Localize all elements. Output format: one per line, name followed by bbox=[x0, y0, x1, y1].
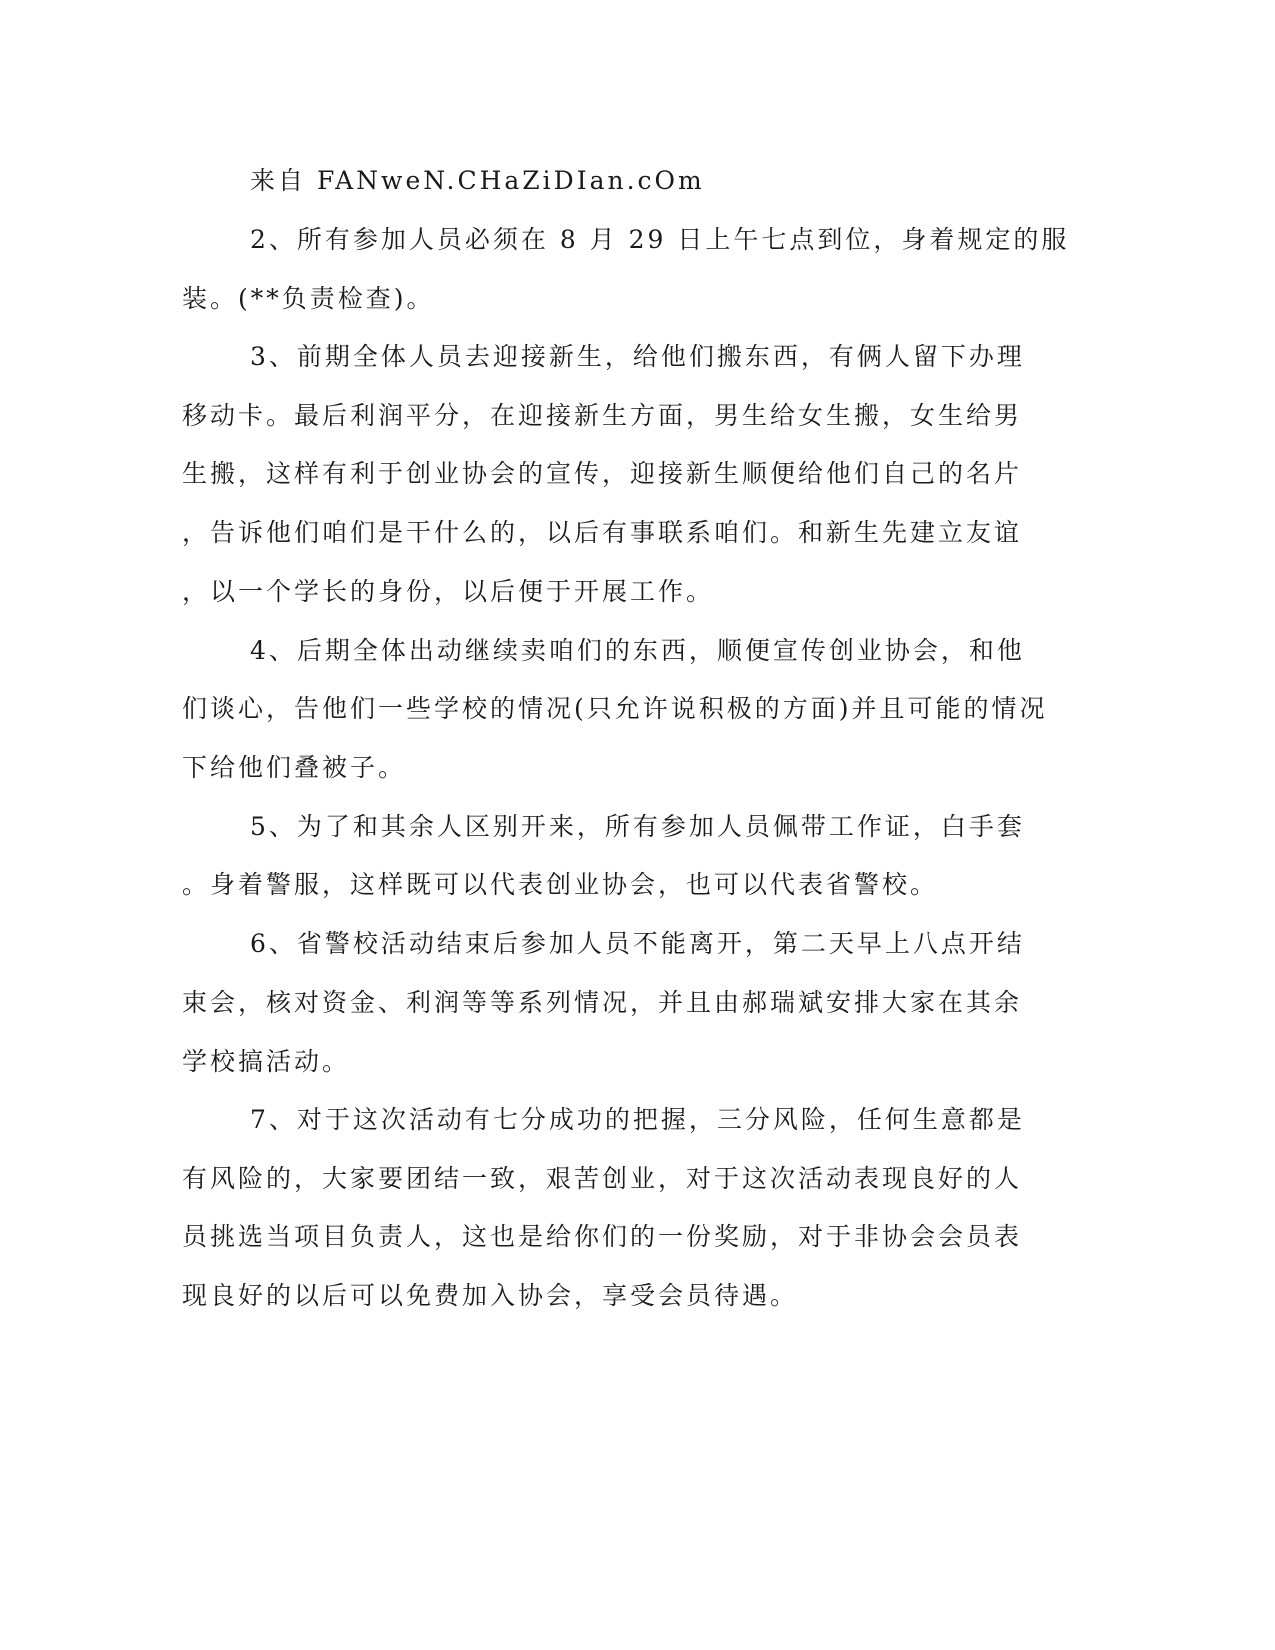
paragraph-5-line: 5、为了和其余人区别开来，所有参加人员佩带工作证，白手套 bbox=[250, 812, 1025, 841]
paragraph-7-line: 员挑选当项目负责人，这也是给你们的一份奖励，对于非协会会员表 bbox=[182, 1222, 1023, 1251]
source-line: 来自 FANweN.CHaZiDIan.cOm bbox=[250, 166, 705, 195]
paragraph-2-line: 装。(**负责检查)。 bbox=[182, 284, 435, 313]
paragraph-3-line: 移动卡。最后利润平分，在迎接新生方面，男生给女生搬，女生给男 bbox=[182, 401, 1023, 430]
paragraph-6-line: 学校搞活动。 bbox=[182, 1047, 351, 1076]
paragraph-2-line: 2、所有参加人员必须在 8 月 29 日上午七点到位，身着规定的服 bbox=[250, 225, 1070, 254]
paragraph-6-line: 6、省警校活动结束后参加人员不能离开，第二天早上八点开结 bbox=[250, 929, 1025, 958]
paragraph-3-line: ，告诉他们咱们是干什么的，以后有事联系咱们。和新生先建立友谊 bbox=[182, 518, 1023, 547]
paragraph-7-line: 7、对于这次活动有七分成功的把握，三分风险，任何生意都是 bbox=[250, 1105, 1025, 1134]
paragraph-4-line: 4、后期全体出动继续卖咱们的东西，顺便宣传创业协会，和他 bbox=[250, 636, 1025, 665]
paragraph-7-line: 有风险的，大家要团结一致，艰苦创业，对于这次活动表现良好的人 bbox=[182, 1164, 1023, 1193]
paragraph-3-line: 3、前期全体人员去迎接新生，给他们搬东西，有俩人留下办理 bbox=[250, 342, 1025, 371]
paragraph-3-line: 生搬，这样有利于创业协会的宣传，迎接新生顺便给他们自己的名片 bbox=[182, 459, 1023, 488]
paragraph-5-line: 。身着警服，这样既可以代表创业协会，也可以代表省警校。 bbox=[182, 870, 939, 899]
paragraph-3-line: ，以一个学长的身份，以后便于开展工作。 bbox=[182, 577, 715, 606]
paragraph-6-line: 束会，核对资金、利润等等系列情况，并且由郝瑞斌安排大家在其余 bbox=[182, 988, 1023, 1017]
paragraph-4-line: 下给他们叠被子。 bbox=[182, 753, 407, 782]
paragraph-4-line: 们谈心，告他们一些学校的情况(只允许说积极的方面)并且可能的情况 bbox=[182, 694, 1048, 723]
paragraph-7-line: 现良好的以后可以免费加入协会，享受会员待遇。 bbox=[182, 1281, 799, 1310]
